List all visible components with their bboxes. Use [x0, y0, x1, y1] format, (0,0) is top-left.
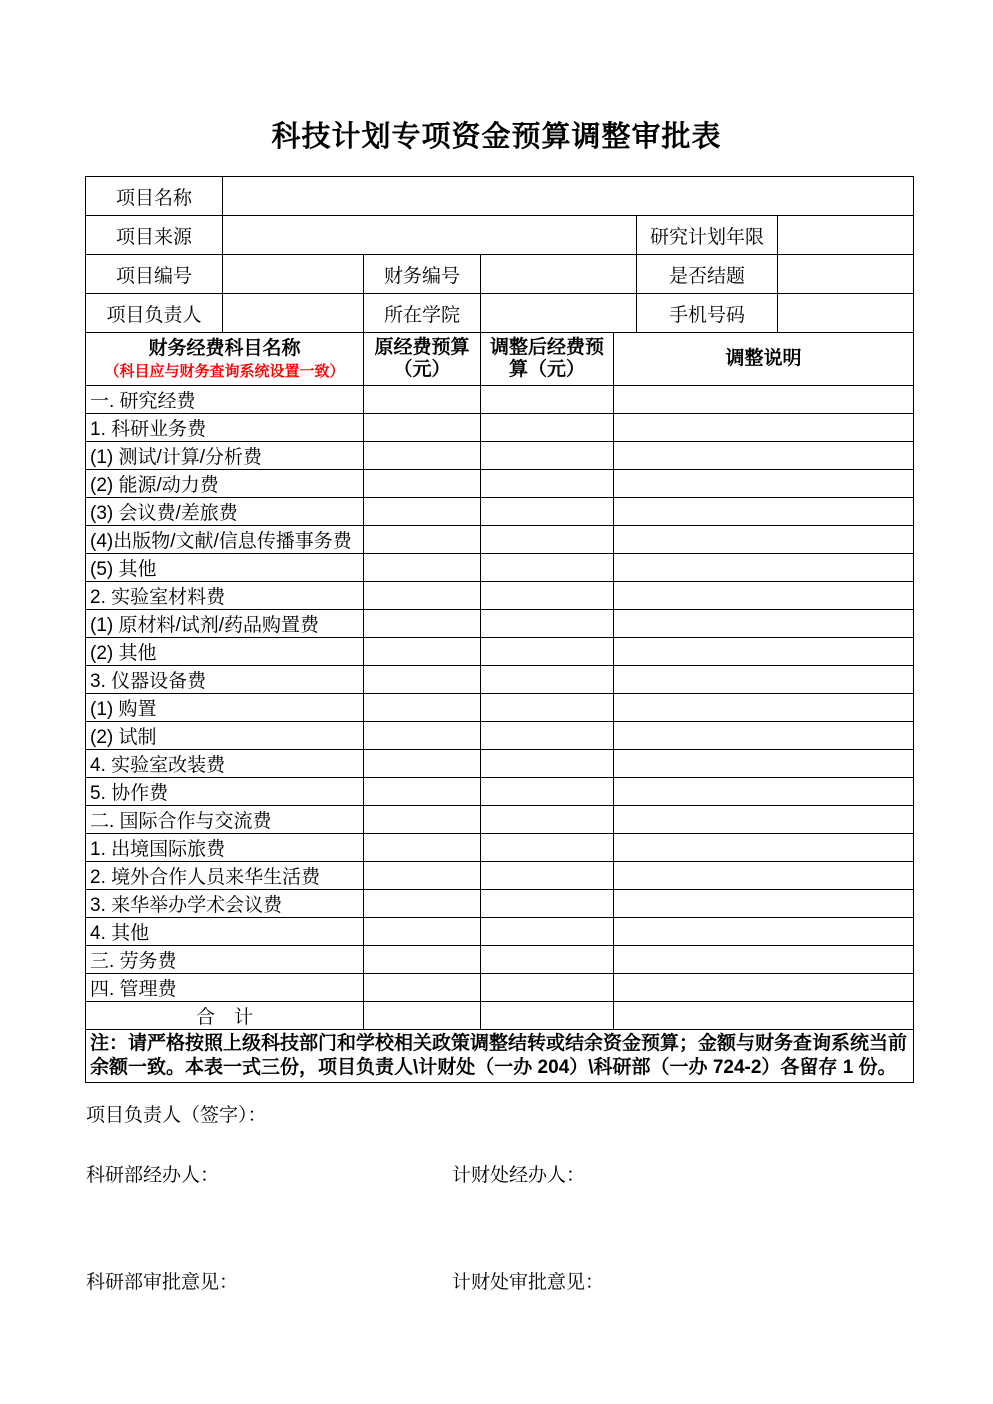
adjust-note-cell[interactable] [614, 694, 914, 722]
adjust-note-cell[interactable] [614, 778, 914, 806]
original-budget-cell[interactable] [364, 722, 481, 750]
adjust-note-cell[interactable] [614, 834, 914, 862]
adjusted-budget-cell[interactable] [481, 582, 614, 610]
adjust-note-cell[interactable] [614, 750, 914, 778]
jicaichu-agent-label: 计财处经办人： [452, 1165, 586, 1186]
expense-category-cell: 4. 实验室改装费 [86, 750, 364, 778]
expense-header-row [86, 333, 914, 386]
adjust-note-cell[interactable] [614, 386, 914, 414]
expense-category-cell: 一. 研究经费 [86, 386, 364, 414]
project-number-label: 项目编号 [86, 255, 223, 294]
adjust-note-cell[interactable] [614, 638, 914, 666]
adjust-note-cell[interactable] [614, 918, 914, 946]
jicaichu-opinion-label: 计财处审批意见： [452, 1272, 605, 1293]
adjust-note-cell[interactable] [614, 666, 914, 694]
original-budget-cell[interactable] [364, 414, 481, 442]
total-adjusted-budget-cell[interactable] [481, 1002, 614, 1030]
adjusted-budget-cell[interactable] [481, 694, 614, 722]
adjust-note-cell[interactable] [614, 862, 914, 890]
project-source-label: 项目来源 [86, 216, 223, 255]
adjust-note-cell[interactable] [614, 946, 914, 974]
expense-category-cell: 1. 科研业务费 [86, 414, 364, 442]
original-budget-cell[interactable] [364, 554, 481, 582]
expense-category-cell: (1) 测试/计算/分析费 [86, 442, 364, 470]
expense-category-cell: (1) 购置 [86, 694, 364, 722]
mobile-field[interactable] [778, 294, 914, 333]
expense-category-cell: 3. 仪器设备费 [86, 666, 364, 694]
expense-row [86, 946, 914, 974]
adjusted-budget-cell[interactable] [481, 666, 614, 694]
original-budget-cell[interactable] [364, 946, 481, 974]
total-label-cell: 合 计 [86, 1002, 364, 1030]
original-budget-cell[interactable] [364, 638, 481, 666]
adjusted-budget-cell[interactable] [481, 386, 614, 414]
adjust-note-cell[interactable] [614, 806, 914, 834]
note-row [86, 1030, 914, 1083]
original-budget-cell[interactable] [364, 666, 481, 694]
project-leader-label: 项目负责人 [86, 294, 223, 333]
adjust-note-header: 调整说明 [614, 333, 914, 386]
adjust-note-cell[interactable] [614, 890, 914, 918]
expense-category-cell: 二. 国际合作与交流费 [86, 806, 364, 834]
subject-name-header [86, 333, 364, 386]
expense-category-cell: 1. 出境国际旅费 [86, 834, 364, 862]
row-project-leader [86, 294, 914, 333]
expense-row [86, 750, 914, 778]
original-budget-cell[interactable] [364, 386, 481, 414]
adjusted-budget-header: 调整后经费预算（元） [481, 333, 614, 386]
expense-row [86, 806, 914, 834]
expense-category-cell: (2) 能源/动力费 [86, 470, 364, 498]
row-project-source [86, 216, 914, 255]
expense-row [86, 890, 914, 918]
expense-row [86, 918, 914, 946]
adjust-note-cell[interactable] [614, 582, 914, 610]
row-project-name [86, 177, 914, 216]
expense-row [86, 778, 914, 806]
adjusted-budget-cell[interactable] [481, 778, 614, 806]
original-budget-cell[interactable] [364, 890, 481, 918]
expense-category-cell: (3) 会议费/差旅费 [86, 498, 364, 526]
form-note: 注：请严格按照上级科技部门和学校相关政策调整结转或结余资金预算；金额与财务查询系统当前余额一致。本表一式三份，项目负责人\计财处（一办 204）\科研部（一办 724-2）各留存 1 份。 [86, 1030, 914, 1083]
finance-number-label: 财务编号 [364, 255, 481, 294]
expense-row [86, 498, 914, 526]
expense-category-cell: (2) 试制 [86, 722, 364, 750]
adjust-note-cell[interactable] [614, 722, 914, 750]
adjusted-budget-cell[interactable] [481, 722, 614, 750]
original-budget-cell[interactable] [364, 750, 481, 778]
original-budget-cell[interactable] [364, 834, 481, 862]
original-budget-cell[interactable] [364, 526, 481, 554]
project-leader-field[interactable] [223, 294, 364, 333]
adjusted-budget-cell[interactable] [481, 442, 614, 470]
adjusted-budget-cell[interactable] [481, 750, 614, 778]
project-name-label: 项目名称 [86, 177, 223, 216]
total-row [86, 1002, 914, 1030]
adjusted-budget-cell[interactable] [481, 918, 614, 946]
adjust-note-cell[interactable] [614, 974, 914, 1002]
expense-row [86, 610, 914, 638]
expense-row [86, 470, 914, 498]
adjusted-budget-cell[interactable] [481, 498, 614, 526]
expense-category-cell: 四. 管理费 [86, 974, 364, 1002]
expense-row [86, 414, 914, 442]
expense-row [86, 638, 914, 666]
adjusted-budget-cell[interactable] [481, 862, 614, 890]
subject-name-title: 财务经费科目名称 [148, 337, 301, 359]
adjusted-budget-cell[interactable] [481, 834, 614, 862]
original-budget-cell[interactable] [364, 778, 481, 806]
expense-category-cell: (4)出版物/文献/信息传播事务费 [86, 526, 364, 554]
original-budget-cell[interactable] [364, 582, 481, 610]
adjusted-budget-cell[interactable] [481, 470, 614, 498]
project-source-field[interactable] [223, 216, 637, 255]
research-plan-years-label: 研究计划年限 [637, 216, 778, 255]
adjust-note-cell[interactable] [614, 526, 914, 554]
row-project-number [86, 255, 914, 294]
adjusted-budget-cell[interactable] [481, 526, 614, 554]
original-budget-header: 原经费预算（元） [364, 333, 481, 386]
adjust-note-cell[interactable] [614, 470, 914, 498]
adjusted-budget-cell[interactable] [481, 974, 614, 1002]
expense-category-cell: 2. 实验室材料费 [86, 582, 364, 610]
total-adjust-note-cell[interactable] [614, 1002, 914, 1030]
expense-category-cell: 5. 协作费 [86, 778, 364, 806]
adjusted-budget-cell[interactable] [481, 610, 614, 638]
mobile-label: 手机号码 [637, 294, 778, 333]
original-budget-cell[interactable] [364, 498, 481, 526]
original-budget-cell[interactable] [364, 442, 481, 470]
original-budget-cell[interactable] [364, 862, 481, 890]
college-label: 所在学院 [364, 294, 481, 333]
expense-category-cell: (2) 其他 [86, 638, 364, 666]
adjust-note-cell[interactable] [614, 610, 914, 638]
expense-category-cell: 4. 其他 [86, 918, 364, 946]
research-plan-years-field[interactable] [778, 216, 914, 255]
expense-row [86, 722, 914, 750]
original-budget-cell[interactable] [364, 806, 481, 834]
expense-row [86, 386, 914, 414]
is-concluded-field[interactable] [778, 255, 914, 294]
adjust-note-cell[interactable] [614, 442, 914, 470]
adjusted-budget-cell[interactable] [481, 946, 614, 974]
expense-row [86, 442, 914, 470]
finance-number-field[interactable] [481, 255, 637, 294]
expense-row [86, 862, 914, 890]
expense-row [86, 666, 914, 694]
original-budget-cell[interactable] [364, 610, 481, 638]
adjust-note-cell[interactable] [614, 498, 914, 526]
adjusted-budget-cell[interactable] [481, 554, 614, 582]
leader-sign-label: 项目负责人（签字）： [86, 1105, 267, 1126]
original-budget-cell[interactable] [364, 470, 481, 498]
adjust-note-cell[interactable] [614, 414, 914, 442]
expense-row [86, 554, 914, 582]
keyanbu-opinion-label: 科研部审批意见： [86, 1272, 239, 1293]
expense-row [86, 526, 914, 554]
original-budget-cell[interactable] [364, 974, 481, 1002]
expense-row [86, 974, 914, 1002]
expense-category-cell: (1) 原材料/试剂/药品购置费 [86, 610, 364, 638]
expense-category-cell: 三. 劳务费 [86, 946, 364, 974]
adjusted-budget-cell[interactable] [481, 890, 614, 918]
expense-category-cell: 3. 来华举办学术会议费 [86, 890, 364, 918]
expense-row [86, 694, 914, 722]
original-budget-cell[interactable] [364, 694, 481, 722]
adjust-note-cell[interactable] [614, 554, 914, 582]
total-original-budget-cell[interactable] [364, 1002, 481, 1030]
expense-row [86, 582, 914, 610]
expense-category-cell: 2. 境外合作人员来华生活费 [86, 862, 364, 890]
project-number-field[interactable] [223, 255, 364, 294]
expense-row [86, 834, 914, 862]
adjusted-budget-cell[interactable] [481, 414, 614, 442]
keyanbu-agent-label: 科研部经办人： [86, 1165, 220, 1186]
subject-name-note: （科目应与财务查询系统设置一致） [104, 362, 345, 380]
project-name-field[interactable] [223, 177, 914, 216]
college-field[interactable] [481, 294, 637, 333]
is-concluded-label: 是否结题 [637, 255, 778, 294]
page-title: 科技计划专项资金预算调整审批表 [271, 121, 722, 153]
adjusted-budget-cell[interactable] [481, 806, 614, 834]
signature-section [86, 1100, 993, 1294]
budget-adjustment-form-table [85, 176, 914, 1083]
original-budget-cell[interactable] [364, 918, 481, 946]
expense-category-cell: (5) 其他 [86, 554, 364, 582]
adjusted-budget-cell[interactable] [481, 638, 614, 666]
